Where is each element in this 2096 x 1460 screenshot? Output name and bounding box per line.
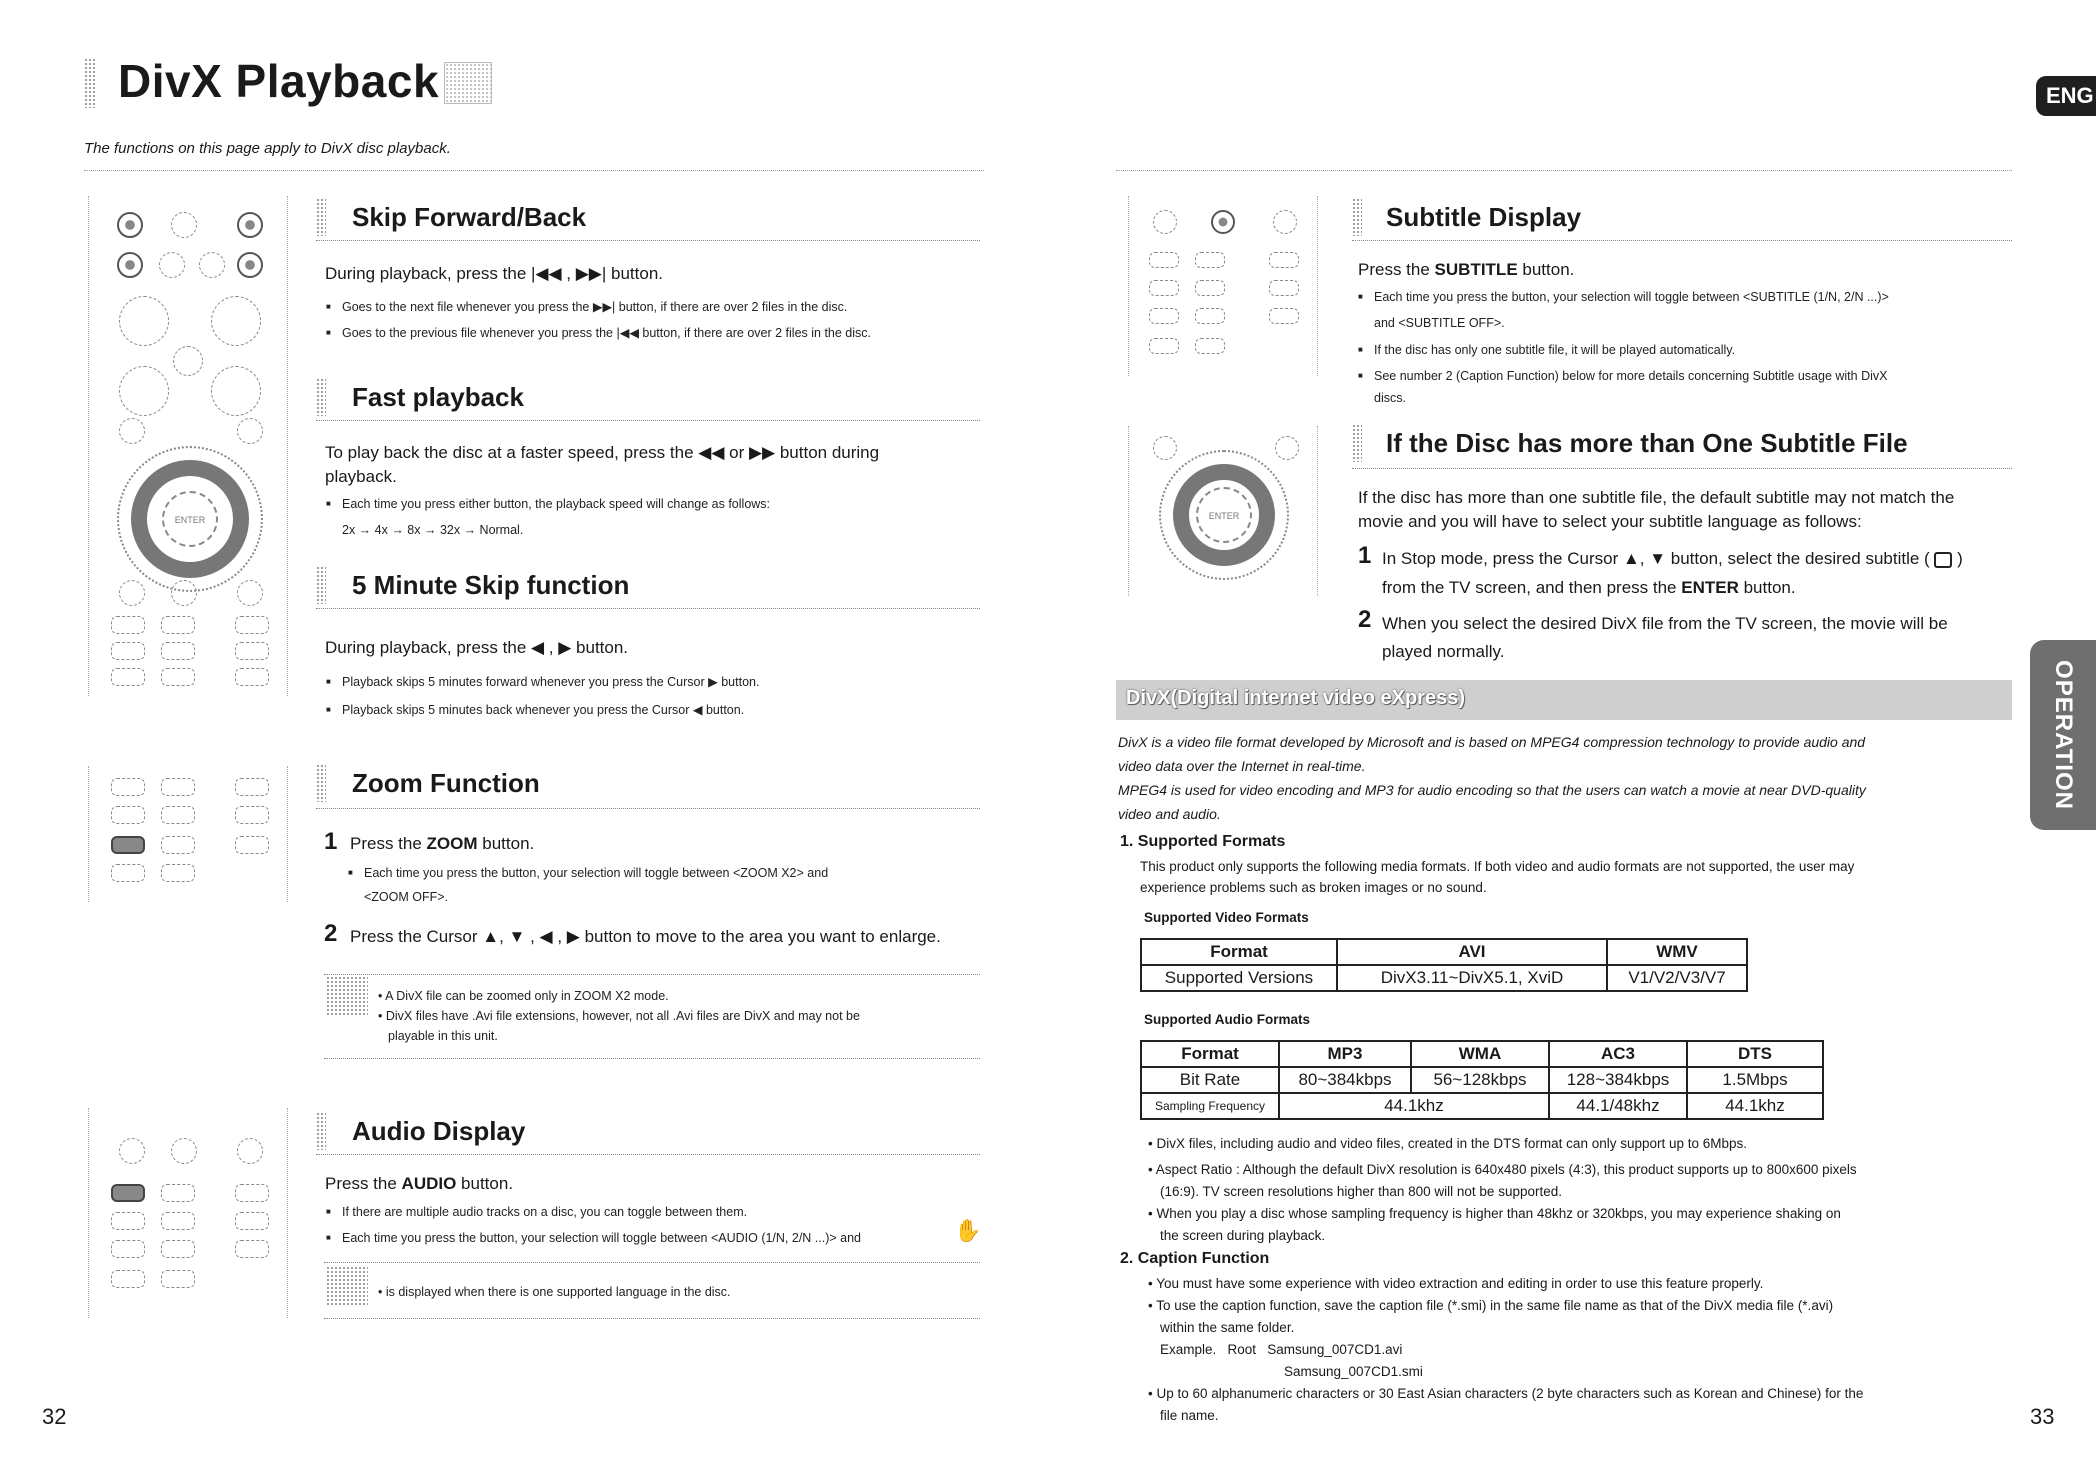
section-title-fast: Fast playback: [352, 382, 524, 412]
zoom-step-2-number: 2: [324, 920, 338, 947]
remote-skip-next-icon: [237, 212, 263, 238]
format-note-3: • When you play a disc whose sampling frequency is higher than 48khz or 320kbps, you may experience shaking on: [1148, 1206, 1841, 1221]
page-number-right: 33: [2030, 1404, 2055, 1429]
video-table-cell: V1/V2/V3/V7: [1607, 965, 1747, 991]
remote-key-icon: [111, 1270, 145, 1288]
note-pencil-icon: [326, 1266, 368, 1306]
remote-key-icon: [161, 1240, 195, 1258]
section-rule: [316, 420, 980, 421]
remote-button-icon: [1273, 210, 1297, 234]
caption-note-3: • Up to 60 alphanumeric characters or 30 East Asian characters (2 byte characters such as Korean and Chinese) for the: [1148, 1386, 1864, 1401]
section-rule: [1352, 468, 2012, 469]
header-rule-right: [1116, 170, 2012, 171]
remote-tuning-up-icon: [211, 296, 261, 346]
zoom-key-name: ZOOM: [426, 834, 478, 853]
multi-step-1-close: ): [1957, 549, 1963, 568]
remote-key-icon: [111, 864, 145, 882]
divx-desc-2: video data over the Internet in real-time.: [1118, 758, 1366, 774]
remote-key-icon: [235, 616, 269, 634]
page-note: The functions on this page apply to DivX disc playback.: [84, 140, 451, 157]
video-table-cell: DivX3.11~DivX5.1, XviD: [1337, 965, 1607, 991]
multi-intro-line2: movie and you will have to select your subtitle language as follows:: [1358, 512, 1862, 531]
multi-step-2-line2: played normally.: [1382, 642, 1505, 661]
remote-return-icon: [1275, 436, 1299, 460]
fast-bullet-1: ■ Each time you press either button, the playback speed will change as follows:: [342, 494, 770, 514]
section-accent-bar: [316, 198, 326, 236]
multi-step-1-text: In Stop mode, press the Cursor ▲, ▼ button, select the desired subtitle (: [1382, 549, 1930, 568]
video-formats-label: Supported Video Formats: [1144, 910, 1309, 925]
remote-key-icon: [161, 616, 195, 634]
subtitle-intro-pre: Press the: [1358, 260, 1435, 279]
remote-dpad-icon: ENTER: [1159, 450, 1289, 580]
skip-bullet-1: ■ Goes to the next file whenever you press the ▶▶| button, if there are over 2 files in the disc.: [342, 297, 847, 317]
caption-note-3-cont: file name.: [1160, 1408, 1219, 1423]
audio-bullet-2: ■ Each time you press the button, your selection will toggle between <AUDIO (1/N, 2/N ...)> and: [342, 1228, 861, 1248]
remote-key-icon: [1269, 308, 1299, 324]
caption-note-2: • To use the caption function, save the caption file (*.smi) in the same file name as that of the DivX media file (*.avi): [1148, 1298, 1834, 1313]
remote-key-icon: [235, 668, 269, 686]
audio-table-cell: Sampling Frequency: [1141, 1093, 1279, 1119]
remote-key-icon: [111, 642, 145, 660]
minute-intro: During playback, press the ◀ , ▶ button.: [325, 638, 629, 657]
remote-button-icon: [119, 580, 145, 606]
remote-dpad-icon: ENTER: [117, 446, 263, 592]
section-title-multi-subtitle: If the Disc has more than One Subtitle File: [1386, 428, 1908, 458]
remote-menu-icon: [1153, 436, 1177, 460]
remote-return-icon: [237, 418, 263, 444]
remote-key-icon: [1195, 252, 1225, 268]
audio-intro-pre: Press the: [325, 1174, 402, 1193]
section-rule: [316, 608, 980, 609]
remote-illustration-subtitle: [1128, 196, 1318, 376]
section-rule: [316, 1154, 980, 1155]
caption-note-2-cont: within the same folder.: [1160, 1320, 1295, 1335]
page-title: DivX Playback: [118, 55, 440, 107]
section-accent-bar: [316, 1112, 326, 1150]
remote-illustration-zoom: [88, 766, 288, 902]
note-pencil-icon: [326, 976, 368, 1016]
audio-table-cell: 80~384kbps: [1279, 1067, 1411, 1093]
audio-table-header: Format: [1141, 1041, 1279, 1067]
subtitle-intro-post: button.: [1517, 260, 1575, 279]
remote-key-icon: [1195, 308, 1225, 324]
audio-bullet-1: ■ If there are multiple audio tracks on a disc, you can toggle between them.: [342, 1202, 747, 1222]
section-rule: [316, 240, 980, 241]
caption-note-1: • You must have some experience with video extraction and editing in order to use this feature properly.: [1148, 1276, 1764, 1291]
remote-key-icon: [111, 778, 145, 796]
remote-key-icon: [161, 864, 195, 882]
multi-step-1b-post: button.: [1738, 578, 1796, 597]
section-title-5min: 5 Minute Skip function: [352, 570, 630, 600]
audio-table-header: WMA: [1411, 1041, 1549, 1067]
supported-formats-heading: 1. Supported Formats: [1120, 833, 1286, 850]
zoom-bullet-1-cont: <ZOOM OFF>.: [364, 890, 449, 904]
audio-table-cell: 56~128kbps: [1411, 1067, 1549, 1093]
skip-intro: During playback, press the |◀◀ , ▶▶| button.: [325, 264, 663, 283]
title-accent-bar: [84, 58, 96, 108]
audio-table-header: DTS: [1687, 1041, 1823, 1067]
remote-key-icon: [111, 1212, 145, 1230]
audio-table-cell: Bit Rate: [1141, 1067, 1279, 1093]
remote-key-icon: [235, 836, 269, 854]
zoom-note-3: playable in this unit.: [388, 1029, 498, 1043]
audio-note: • is displayed when there is one supported language in the disc.: [378, 1285, 731, 1299]
remote-key-icon: [235, 1240, 269, 1258]
section-rule: [1352, 240, 2012, 241]
remote-key-icon: [161, 642, 195, 660]
remote-key-icon: [161, 1270, 195, 1288]
remote-key-icon: [1149, 338, 1179, 354]
remote-button-icon: [171, 580, 197, 606]
subtitle-key-name: SUBTITLE: [1434, 260, 1518, 279]
zoom-step-1-post: button.: [477, 834, 535, 853]
hand-stop-icon: ✋: [954, 1218, 982, 1243]
multi-intro-line1: If the disc has more than one subtitle file, the default subtitle may not match the: [1358, 488, 1955, 507]
section-accent-bar: [1352, 424, 1362, 462]
remote-key-icon: [161, 806, 195, 824]
audio-intro-post: button.: [456, 1174, 514, 1193]
remote-button-icon: [171, 212, 197, 238]
fast-intro-line1: To play back the disc at a faster speed, press the ◀◀ or ▶▶ button during: [325, 443, 880, 462]
multi-step-2-line1: When you select the desired DivX file from the TV screen, the movie will be: [1382, 614, 1948, 633]
remote-key-icon: [1269, 280, 1299, 296]
caption-example-2: Samsung_007CD1.smi: [1284, 1364, 1423, 1379]
remote-key-icon: [235, 778, 269, 796]
page-number-left: 32: [42, 1404, 67, 1429]
caption-function-heading: 2. Caption Function: [1120, 1250, 1270, 1267]
remote-subtitle-button-icon: [1211, 210, 1235, 234]
video-table-header: Format: [1141, 939, 1337, 965]
supported-formats-text-1: This product only supports the following media formats. If both video and audio formats are not supported, the user may: [1140, 859, 1855, 874]
remote-button-icon: [1153, 210, 1177, 234]
section-accent-bar: [316, 764, 326, 802]
subtitle-bullet-1: ■ Each time you press the button, your selection will toggle between <SUBTITLE (1/N, 2/N ...)>: [1374, 287, 1889, 307]
remote-key-icon: [111, 668, 145, 686]
section-accent-bar: [1352, 198, 1362, 236]
remote-key-icon: [235, 806, 269, 824]
note-rule: [324, 974, 980, 975]
supported-formats-text-2: experience problems such as broken images or no sound.: [1140, 880, 1487, 895]
remote-button-icon: [237, 1138, 263, 1164]
section-rule: [316, 808, 980, 809]
divx-desc-3: MPEG4 is used for video encoding and MP3 for audio encoding so that the users can watch a movie at near DVD-quality: [1118, 782, 1866, 798]
remote-key-icon: [111, 616, 145, 634]
minute-bullet-2: ■ Playback skips 5 minutes back whenever you press the Cursor ◀ button.: [342, 700, 744, 720]
note-rule: [324, 1262, 980, 1263]
skip-bullet-2: ■ Goes to the previous file whenever you press the |◀◀ button, if there are over 2 files in the disc.: [342, 323, 871, 343]
format-note-2: • Aspect Ratio : Although the default DivX resolution is 640x480 pixels (4:3), this product supports up to 800x600 pixels: [1148, 1162, 1857, 1177]
remote-button-icon: [237, 580, 263, 606]
section-accent-bar: [316, 566, 326, 604]
remote-key-icon: [111, 1240, 145, 1258]
remote-illustration-audio: [88, 1108, 288, 1318]
remote-key-icon: [1149, 308, 1179, 324]
operation-tab: [2030, 640, 2096, 830]
remote-button-icon: [171, 1138, 197, 1164]
enter-key-name: ENTER: [1681, 578, 1739, 597]
remote-key-icon: [161, 778, 195, 796]
zoom-note-1: • A DivX file can be zoomed only in ZOOM X2 mode.: [378, 989, 669, 1003]
remote-mute-icon: [173, 346, 203, 376]
remote-key-icon: [235, 1212, 269, 1230]
divx-banner-title: DivX(Digital internet video eXpress): [1126, 687, 1465, 709]
audio-table-cell: 128~384kbps: [1549, 1067, 1687, 1093]
zoom-step-1-pre: Press the: [350, 834, 427, 853]
audio-table-header: MP3: [1279, 1041, 1411, 1067]
remote-key-icon: [1149, 252, 1179, 268]
operation-tab-label: OPERATION: [2050, 660, 2077, 810]
remote-key-icon: [1149, 280, 1179, 296]
subtitle-key-icon: [1934, 552, 1952, 568]
remote-key-icon: [161, 836, 195, 854]
section-title-zoom: Zoom Function: [352, 768, 540, 798]
remote-key-icon: [161, 668, 195, 686]
zoom-note-2: • DivX files have .Avi file extensions, however, not all .Avi files are DivX and may not be: [378, 1009, 860, 1023]
section-title-audio: Audio Display: [352, 1116, 526, 1146]
remote-key-icon: [1195, 338, 1225, 354]
remote-key-icon: [1269, 252, 1299, 268]
remote-button-icon: [199, 252, 225, 278]
divx-desc-1: DivX is a video file format developed by Microsoft and is based on MPEG4 compression technology to provide audio and: [1118, 734, 1866, 750]
remote-key-icon: [161, 1212, 195, 1230]
video-table-header: AVI: [1337, 939, 1607, 965]
remote-illustration-main: [88, 196, 288, 696]
audio-table-header: AC3: [1549, 1041, 1687, 1067]
zoom-step-2: Press the Cursor ▲, ▼ , ◀ , ▶ button to move to the area you want to enlarge.: [350, 927, 941, 946]
disc-type-icon: [444, 62, 492, 104]
subtitle-bullet-2: ■ If the disc has only one subtitle file, it will be played automatically.: [1374, 340, 1735, 360]
remote-button-icon: [159, 252, 185, 278]
multi-step-2-number: 2: [1358, 606, 1372, 633]
remote-key-icon: [111, 806, 145, 824]
remote-tuning-down-icon: [211, 366, 261, 416]
remote-volume-up-icon: [119, 296, 169, 346]
subtitle-bullet-3: ■ See number 2 (Caption Function) below for more details concerning Subtitle usage with DivX: [1374, 366, 1887, 386]
audio-formats-label: Supported Audio Formats: [1144, 1012, 1310, 1027]
section-title-skip: Skip Forward/Back: [352, 202, 587, 232]
divx-desc-4: video and audio.: [1118, 806, 1221, 822]
caption-example-1: Example. Root Samsung_007CD1.avi: [1160, 1342, 1403, 1357]
remote-stop-icon: [117, 212, 143, 238]
note-rule: [324, 1318, 980, 1319]
language-tab: ENG: [2036, 76, 2096, 116]
zoom-step-1-number: 1: [324, 828, 338, 855]
audio-table-cell: 44.1/48khz: [1549, 1093, 1687, 1119]
remote-key-icon: [161, 1184, 195, 1202]
remote-zoom-key-icon: [111, 836, 145, 854]
format-note-2-cont: (16:9). TV screen resolutions higher than 800 will not be supported.: [1160, 1184, 1562, 1199]
audio-key-name: AUDIO: [401, 1174, 457, 1193]
format-note-1: • DivX files, including audio and video files, created in the DTS format can only support up to 6Mbps.: [1148, 1136, 1748, 1151]
remote-illustration-select: [1128, 426, 1318, 596]
video-formats-table: [1140, 938, 1748, 992]
remote-fast-forward-icon: [237, 252, 263, 278]
remote-volume-down-icon: [119, 366, 169, 416]
remote-menu-icon: [119, 418, 145, 444]
audio-table-cell: 1.5Mbps: [1687, 1067, 1823, 1093]
audio-table-cell: 44.1khz: [1687, 1093, 1823, 1119]
remote-key-icon: [235, 1184, 269, 1202]
header-rule-left: [84, 170, 984, 171]
section-accent-bar: [316, 378, 326, 416]
video-table-header: WMV: [1607, 939, 1747, 965]
audio-formats-table: [1140, 1040, 1824, 1120]
video-table-cell: Supported Versions: [1141, 965, 1337, 991]
remote-key-icon: [1195, 280, 1225, 296]
remote-audio-key-icon: [111, 1184, 145, 1202]
section-title-subtitle: Subtitle Display: [1386, 202, 1582, 232]
fast-speed-sequence: 2x → 4x → 8x → 32x → Normal.: [342, 523, 524, 537]
audio-table-cell: 44.1khz: [1279, 1093, 1549, 1119]
remote-button-icon: [119, 1138, 145, 1164]
minute-bullet-1: ■ Playback skips 5 minutes forward whenever you press the Cursor ▶ button.: [342, 672, 759, 692]
format-note-3-cont: the screen during playback.: [1160, 1228, 1326, 1243]
multi-step-1-number: 1: [1358, 542, 1372, 569]
multi-step-1b-pre: from the TV screen, and then press the: [1382, 578, 1682, 597]
note-rule: [324, 1058, 980, 1059]
remote-key-icon: [235, 642, 269, 660]
fast-intro-line2: playback.: [325, 467, 397, 486]
subtitle-bullet-1-cont: and <SUBTITLE OFF>.: [1374, 316, 1505, 330]
divx-banner: [1116, 680, 2012, 720]
subtitle-bullet-3-cont: discs.: [1374, 391, 1406, 405]
zoom-bullet-1: ■ Each time you press the button, your selection will toggle between <ZOOM X2> and: [364, 863, 828, 883]
remote-rewind-icon: [117, 252, 143, 278]
